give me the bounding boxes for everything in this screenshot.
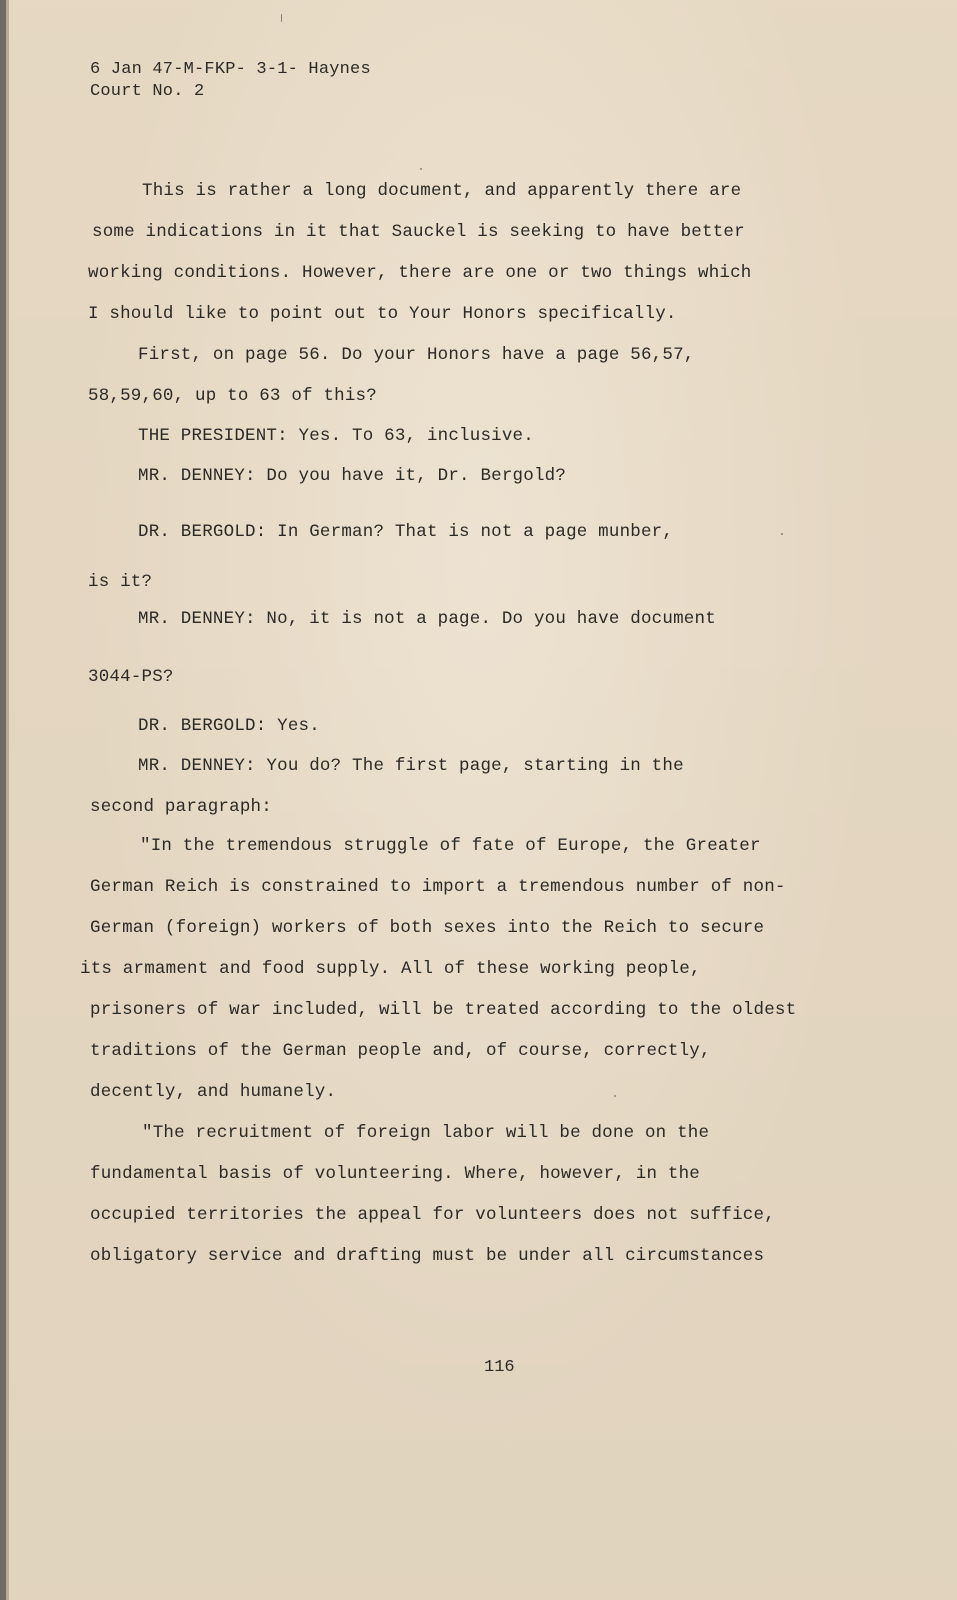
body-line: obligatory service and drafting must be under all circumstances — [90, 1246, 765, 1266]
body-line: German Reich is constrained to import a tremendous number of non- — [90, 877, 786, 897]
body-line: some indications in it that Sauckel is seeking to have better — [92, 222, 745, 242]
body-line: DR. BERGOLD: Yes. — [138, 716, 320, 736]
body-line: This is rather a long document, and apparently there are — [142, 181, 742, 201]
paper-speck — [781, 533, 783, 535]
body-line: German (foreign) workers of both sexes into the Reich to secure — [90, 918, 765, 938]
body-line: First, on page 56. Do your Honors have a page 56,57, — [138, 345, 695, 365]
body-line: MR. DENNEY: You do? The first page, starting in the — [138, 756, 684, 776]
body-line: prisoners of war included, will be treated according to the oldest — [90, 1000, 797, 1020]
document-page — [6, 0, 957, 1600]
paper-speck — [281, 14, 282, 22]
paper-speck — [420, 168, 422, 170]
header-line-1: 6 Jan 47-M-FKP- 3-1- Haynes — [90, 60, 371, 79]
body-line: THE PRESIDENT: Yes. To 63, inclusive. — [138, 426, 534, 446]
body-line: is it? — [88, 572, 153, 592]
body-line: 58,59,60, up to 63 of this? — [88, 386, 377, 406]
body-line: traditions of the German people and, of course, correctly, — [90, 1041, 711, 1061]
body-line: I should like to point out to Your Honors specifically. — [88, 304, 677, 324]
page-edge — [6, 0, 9, 1600]
body-line: working conditions. However, there are one or two things which — [88, 263, 752, 283]
body-line: "In the tremendous struggle of fate of Europe, the Greater — [140, 836, 761, 856]
paper-speck — [614, 1095, 616, 1097]
body-line: decently, and humanely. — [90, 1082, 337, 1102]
body-line: second paragraph: — [90, 797, 272, 817]
body-line: 3044-PS? — [88, 667, 174, 687]
body-line: MR. DENNEY: No, it is not a page. Do you have document — [138, 609, 716, 629]
body-line: DR. BERGOLD: In German? That is not a page munber, — [138, 522, 674, 542]
page-number: 116 — [484, 1358, 515, 1377]
body-line: MR. DENNEY: Do you have it, Dr. Bergold? — [138, 466, 567, 486]
body-line: occupied territories the appeal for volunteers does not suffice, — [90, 1205, 775, 1225]
body-line: "The recruitment of foreign labor will be done on the — [142, 1123, 710, 1143]
body-line: fundamental basis of volunteering. Where, however, in the — [90, 1164, 700, 1184]
body-line: its armament and food supply. All of these working people, — [80, 959, 701, 979]
header-line-2: Court No. 2 — [90, 82, 205, 101]
